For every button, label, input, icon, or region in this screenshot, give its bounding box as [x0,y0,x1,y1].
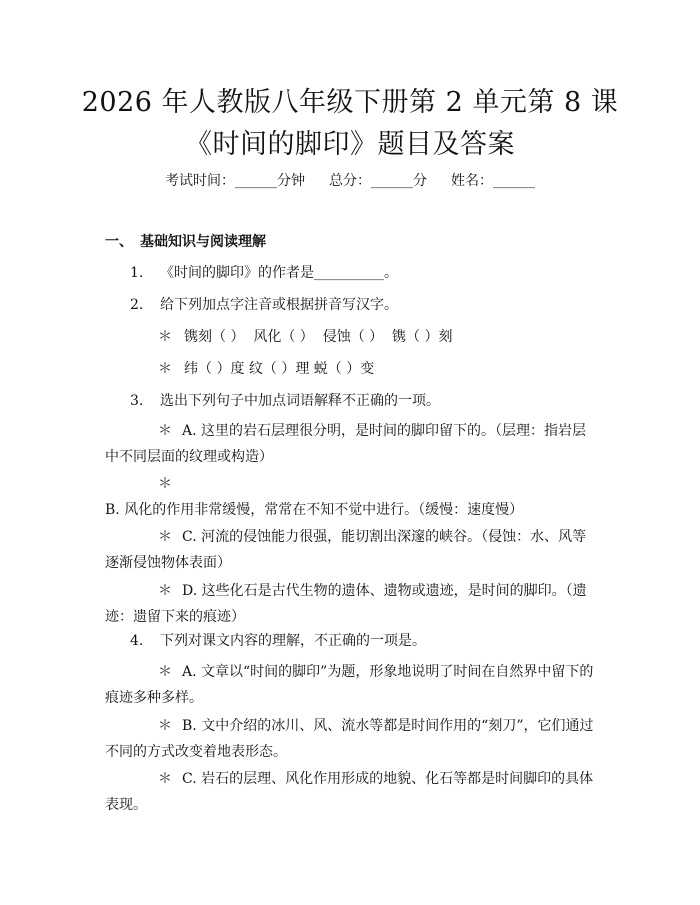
doc-title-line2: 《时间的脚印》题目及答案 [185,129,515,160]
bullet-icon: ＊ [158,664,172,680]
bullet-icon: ＊ [158,771,172,787]
question-4 [130,630,426,650]
question-2 [130,294,398,314]
option-a: ＊ A. 这里的岩石层理很分明，是时间的脚印留下的。（层理：指岩层中不同层面的纹理或构造） [105,418,595,470]
option-b: ＊B. 风化的作用非常缓慢，常常在不知不觉中进行。（缓慢：速度慢） [105,471,595,523]
option-d: ＊ D. 这些化石是古代生物的遗体、遗物或遗迹，是时间的脚印。（遗迹：遗留下来的痕迹） [105,578,595,630]
exam-meta [0,170,700,190]
question-3 [130,390,440,410]
bullet-icon: ＊ [158,718,172,734]
bullet-icon: ＊ [158,583,172,599]
bullet-icon: ＊ [158,476,172,492]
bullet-icon: ＊ [158,423,172,439]
question-text: 给下列加点字注音或根据拼音写汉字。 [160,297,398,313]
question-number: 1. [130,265,144,281]
question-number: 2. [130,297,144,313]
option-b: ＊ B. 文中介绍的冰川、风、流水等都是时间作用的“刻刀”，它们通过不同的方式改变着地表形态。 [105,713,595,765]
question-text: 选出下列句子中加点词语解释不正确的一项。 [160,393,440,409]
question-text: 《时间的脚印》的作者是__________。 [160,265,398,281]
question-1 [130,262,398,282]
section-heading: 一、 基础知识与阅读理解 [105,234,266,250]
bullet-icon: ＊ [158,361,172,377]
option-c: ＊ C. 河流的侵蚀能力很强，能切割出深邃的峡谷。（侵蚀：水、风等逐渐侵蚀物体表面） [105,524,595,576]
bullet-icon: ＊ [158,329,172,345]
list-item: ＊ 镌刻（ ） 风化（ ） 侵蚀（ ） 镌（ ）刻 [158,326,453,346]
list-item: ＊ 纬（ ）度 纹（ ）理 蜕（ ）变 [158,358,374,378]
option-a: ＊ A. 文章以“时间的脚印”为题，形象地说明了时间在自然界中留下的痕迹多种多样。 [105,659,595,711]
total-score-field: 总分：______分 [329,173,427,189]
question-number: 3. [130,393,144,409]
exam-time-field: 考试时间：______分钟 [165,173,305,189]
student-name-field: 姓名：______ [451,173,535,189]
doc-title-line1: 2026 年人教版八年级下册第 2 单元第 8 课 [81,87,619,118]
bullet-icon: ＊ [158,529,172,545]
question-number: 4. [130,633,144,649]
question-text: 下列对课文内容的理解，不正确的一项是。 [160,633,426,649]
option-c: ＊ C. 岩石的层理、风化作用形成的地貌、化石等都是时间脚印的具体表现。 [105,766,595,818]
